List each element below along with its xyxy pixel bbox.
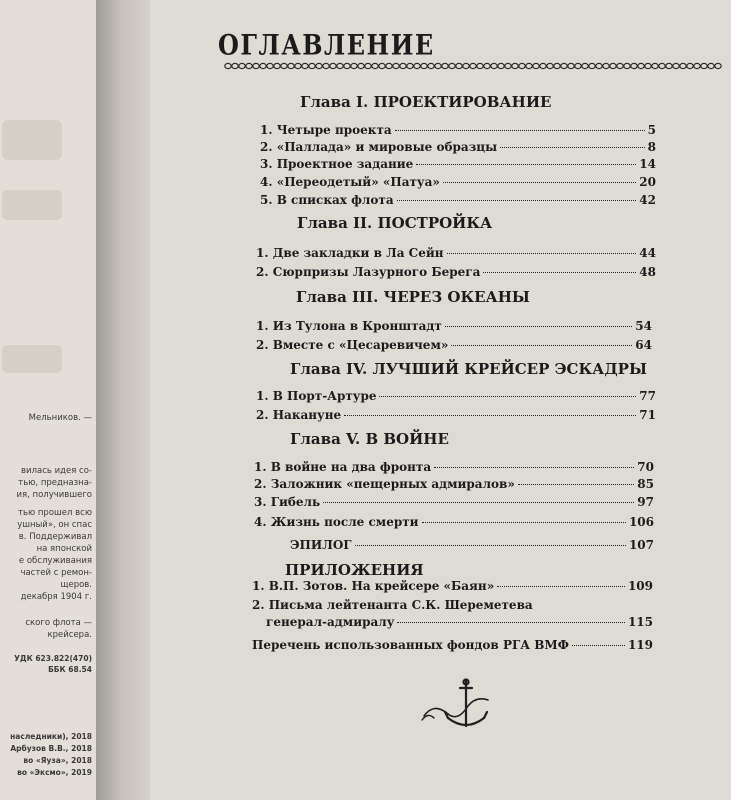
left-text-line: в. Поддерживал <box>18 532 92 542</box>
rope-ornament <box>224 60 724 72</box>
dot-leader <box>572 645 625 646</box>
dot-leader <box>397 200 637 201</box>
udk-code: УДК 623.822(470) <box>14 654 92 663</box>
toc-entry[interactable] <box>256 408 656 422</box>
toc-entry[interactable] <box>260 123 656 137</box>
left-text-line: Мельников. — <box>28 413 92 423</box>
appendix-heading: ПРИЛОЖЕНИЯ <box>285 561 424 579</box>
page-number: 8 <box>647 140 656 154</box>
toc-entry[interactable] <box>254 495 654 509</box>
left-text-line: тью, предназна- <box>18 478 92 488</box>
chapter-heading: Глава II. ПОСТРОЙКА <box>297 214 493 232</box>
page-number: 42 <box>639 193 656 207</box>
toc-entry[interactable] <box>260 157 656 171</box>
entry-title: 2. Накануне <box>256 408 342 422</box>
toc-entry[interactable] <box>256 246 656 260</box>
print-smudge <box>2 190 62 220</box>
left-text-line: ия, получившего <box>16 490 92 500</box>
dot-leader <box>443 182 636 183</box>
entry-title: 2. Вместе с «Цесаревичем» <box>256 338 449 352</box>
entry-title: 1. Две закладки в Ла Сейн <box>256 246 444 260</box>
left-text-line: тью прошел всю <box>18 508 92 518</box>
page-number: 106 <box>628 515 654 529</box>
copyright-line: наследники), 2018 <box>10 732 92 741</box>
left-text-line: е обслуживания <box>18 556 92 566</box>
page-number: 54 <box>635 319 652 333</box>
toc-entry[interactable] <box>254 477 654 491</box>
toc-entry[interactable] <box>260 175 656 189</box>
left-page <box>0 0 97 800</box>
page-number: 5 <box>647 123 656 137</box>
page-number: 85 <box>637 477 654 491</box>
entry-title: 4. «Переодетый» «Патуа» <box>260 175 440 189</box>
chapter-heading: Глава III. ЧЕРЕЗ ОКЕАНЫ <box>296 288 530 306</box>
anchor-icon <box>418 676 498 732</box>
entry-title: Перечень использованных фондов РГА ВМФ <box>252 638 570 652</box>
dot-leader <box>397 622 625 623</box>
dot-leader <box>483 272 636 273</box>
left-text-line: щеров. <box>60 580 92 590</box>
dot-leader <box>518 484 634 485</box>
dot-leader <box>497 586 625 587</box>
copyright-line: во «Эксмо», 2019 <box>17 768 92 777</box>
chapter-heading: Глава IV. ЛУЧШИЙ КРЕЙСЕР ЭСКАДРЫ <box>290 360 647 378</box>
dot-leader <box>379 396 636 397</box>
left-text-line: ского флота — <box>25 618 92 628</box>
toc-entry[interactable] <box>256 338 652 352</box>
toc-entry[interactable] <box>254 515 654 529</box>
dot-leader <box>447 253 637 254</box>
page-number: 64 <box>635 338 652 352</box>
toc-entry[interactable] <box>260 193 656 207</box>
dot-leader <box>323 502 634 503</box>
toc-entry[interactable] <box>256 389 656 403</box>
left-text-line: декабря 1904 г. <box>20 592 92 602</box>
page-number: 77 <box>639 389 656 403</box>
entry-title: 1. В Порт-Артуре <box>256 389 377 403</box>
page-number: 115 <box>627 615 653 629</box>
dot-leader <box>500 147 644 148</box>
page-number: 44 <box>639 246 656 260</box>
page-number: 109 <box>627 579 653 593</box>
entry-title: 2. Заложник «пещерных адмиралов» <box>254 477 515 491</box>
left-text-line: вилась идея со- <box>21 466 92 476</box>
left-text-line: крейсера. <box>47 630 92 640</box>
entry-title: 1. Из Тулона в Кронштадт <box>256 319 442 333</box>
toc-entry-epilogue[interactable] <box>290 538 654 552</box>
chapter-heading: Глава I. ПРОЕКТИРОВАНИЕ <box>300 93 552 111</box>
page-number: 70 <box>637 460 654 474</box>
toc-entry[interactable] <box>260 140 656 154</box>
dot-leader <box>355 545 626 546</box>
entry-title: 2. «Паллада» и мировые образцы <box>260 140 498 154</box>
entry-title: 3. Проектное задание <box>260 157 414 171</box>
page-number: 119 <box>627 638 653 652</box>
entry-title: 1. В войне на два фронта <box>254 460 432 474</box>
dot-leader <box>434 467 634 468</box>
toc-entry[interactable] <box>266 615 653 629</box>
dot-leader <box>395 130 645 131</box>
entry-title: 4. Жизнь после смерти <box>254 515 419 529</box>
page-number: 97 <box>637 495 654 509</box>
left-text-line: на японской <box>36 544 92 554</box>
dot-leader <box>451 345 632 346</box>
toc-entry[interactable] <box>256 265 656 279</box>
page-number: 71 <box>639 408 656 422</box>
entry-title: 1. В.П. Зотов. На крейсере «Баян» <box>252 579 495 593</box>
left-text-line: ушный», он спас <box>17 520 92 530</box>
dot-leader <box>422 522 626 523</box>
toc-entry[interactable] <box>254 460 654 474</box>
bbk-code: ББК 68.54 <box>48 665 92 674</box>
chapter-heading: Глава V. В ВОЙНЕ <box>290 430 449 448</box>
entry-title: генерал-адмиралу <box>266 615 395 629</box>
toc-entry[interactable] <box>252 579 653 593</box>
page-title: ОГЛАВЛЕНИЕ <box>218 28 435 62</box>
print-smudge <box>2 120 62 160</box>
entry-title: 3. Гибель <box>254 495 321 509</box>
entry-title: ЭПИЛОГ <box>290 538 352 552</box>
left-text-line: частей с ремон- <box>20 568 92 578</box>
print-smudge <box>2 345 62 373</box>
entry-title-line1: 2. Письма лейтенанта С.К. Шереметева <box>252 598 533 612</box>
page-number: 14 <box>639 157 656 171</box>
copyright-line: Арбузов В.В., 2018 <box>10 744 92 753</box>
dot-leader <box>445 326 632 327</box>
toc-entry[interactable] <box>256 319 652 333</box>
dot-leader <box>344 415 636 416</box>
toc-entry[interactable] <box>252 638 653 652</box>
entry-title: 1. Четыре проекта <box>260 123 392 137</box>
dot-leader <box>416 164 636 165</box>
entry-title: 2. Сюрпризы Лазурного Берега <box>256 265 481 279</box>
page-number: 107 <box>628 538 654 552</box>
copyright-line: во «Яуза», 2018 <box>23 756 92 765</box>
entry-title: 5. В списках флота <box>260 193 394 207</box>
page-number: 48 <box>639 265 656 279</box>
page-number: 20 <box>639 175 656 189</box>
